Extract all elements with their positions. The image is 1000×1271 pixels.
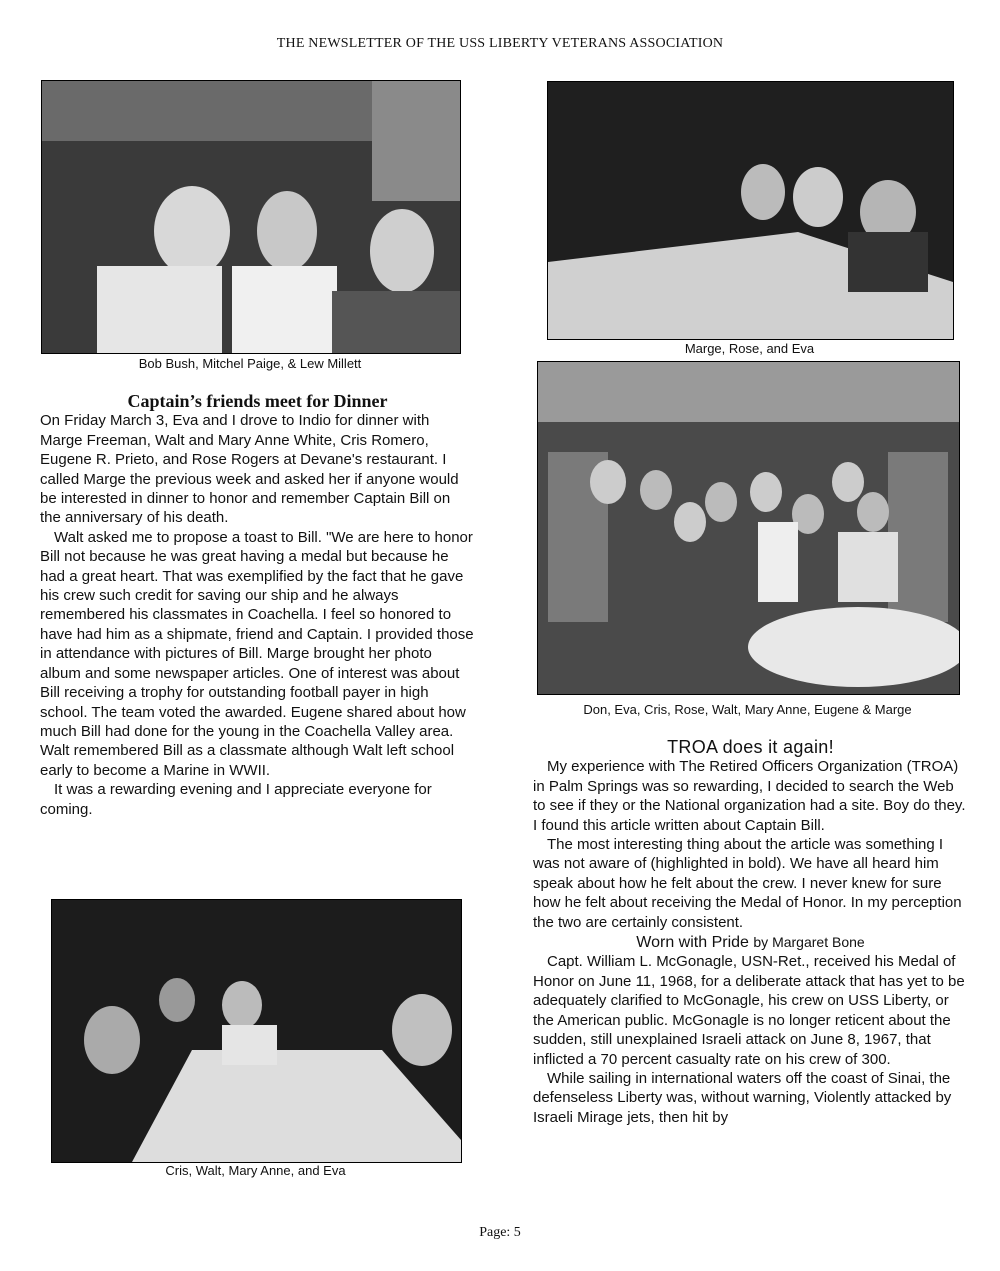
article-paragraph: Capt. William L. McGonagle, USN-Ret., received his Medal of Honor on June 11, 1968, for a deliberate attack that has yet to be adequately clarified to McGonagle, his crew on USS Liberty, or the American public. McGonagle is no longer reticent about the sudden, still unexplained Israeli attack on June 8, 1967, that inflicted a 70 percent casualty rate on his crew of 300. [533,953,965,1068]
article-paragraph: While sailing in international waters off the coast of Sinai, the defenseless Liberty was, without warning, Violently attacked by Israeli Mirage jets, then hit by [533,1069,952,1126]
page-number: Page: 5 [479,1225,521,1240]
article-title: TROA does it again! [667,737,834,757]
article-byline: by Margaret Bone [753,934,865,951]
newsletter-masthead: THE NEWSLETTER OF THE USS LIBERTY VETERANS ASSOCIATION [276,36,724,51]
photo-caption: Don, Eva, Cris, Rose, Walt, Mary Anne, Eugene & Marge [583,702,912,717]
article-troa [533,738,968,1127]
article-paragraph: Walt asked me to propose a toast to Bill. "We are here to honor Bill not because he was great having a medal but because he had a great heart. That was exemplified by the fact that he gave his crew such credit for saving our ship and he always remembered his classmates in Coachella. I feel so honored to have had him as a shipmate, friend and Captain. I provided those in attendance with pictures of Bill. Marge brought her photo album and some newspaper articles. One of interest was about Bill receiving a trophy for outstanding football payer in high school. The team voted the awarded. Eugene shared about how much Bill had done for the young in the Coachella Valley area. Walt remembered Bill as a classmate although Walt left school early to become a Marine in WWII. [40,528,474,779]
article-paragraph: My experience with The Retired Officers Organization (TROA) in Palm Springs was so rewarding, I decided to search the Web to see if they or the National organization had a site. Boy do they. I found this article written about Captain Bill. [533,758,966,834]
article-paragraph: It was a rewarding evening and I appreciate everyone for coming. [40,781,432,818]
article-heading-worn-with-pride [533,933,968,952]
photo-group-standing [537,361,960,695]
article-paragraph: The most interesting thing about the article was something I was not aware of (highlighted in bold). We have all heard him speak about how he felt about the crew. I never knew for sure how he felt about receiving the Medal of Honor. In my perception the two are certainly consistent. [533,836,962,931]
photo-caption: Marge, Rose, and Eva [684,341,815,356]
photo-caption: Cris, Walt, Mary Anne, and Eva [165,1163,346,1178]
article-paragraph: On Friday March 3, Eva and I drove to Indio for dinner with Marge Freeman, Walt and Mary Anne White, Cris Romero, Eugene R. Prieto, and Rose Rogers at Devane's restaurant. I called Marge the previous week and asked her if anyone would be interested in dinner to honor and remember Captain Bill on the anniversary of his death. [40,412,459,527]
photo-caption: Bob Bush, Mitchel Paige, & Lew Millett [138,356,362,371]
article-title: Captain’s friends meet for Dinner [127,391,388,411]
article-title: Worn with Pride [636,934,749,952]
photo-dinner-table [547,81,954,340]
photo-three-veterans [41,80,461,354]
photo-dinner-group [51,899,462,1163]
article-captains-friends [40,392,475,819]
